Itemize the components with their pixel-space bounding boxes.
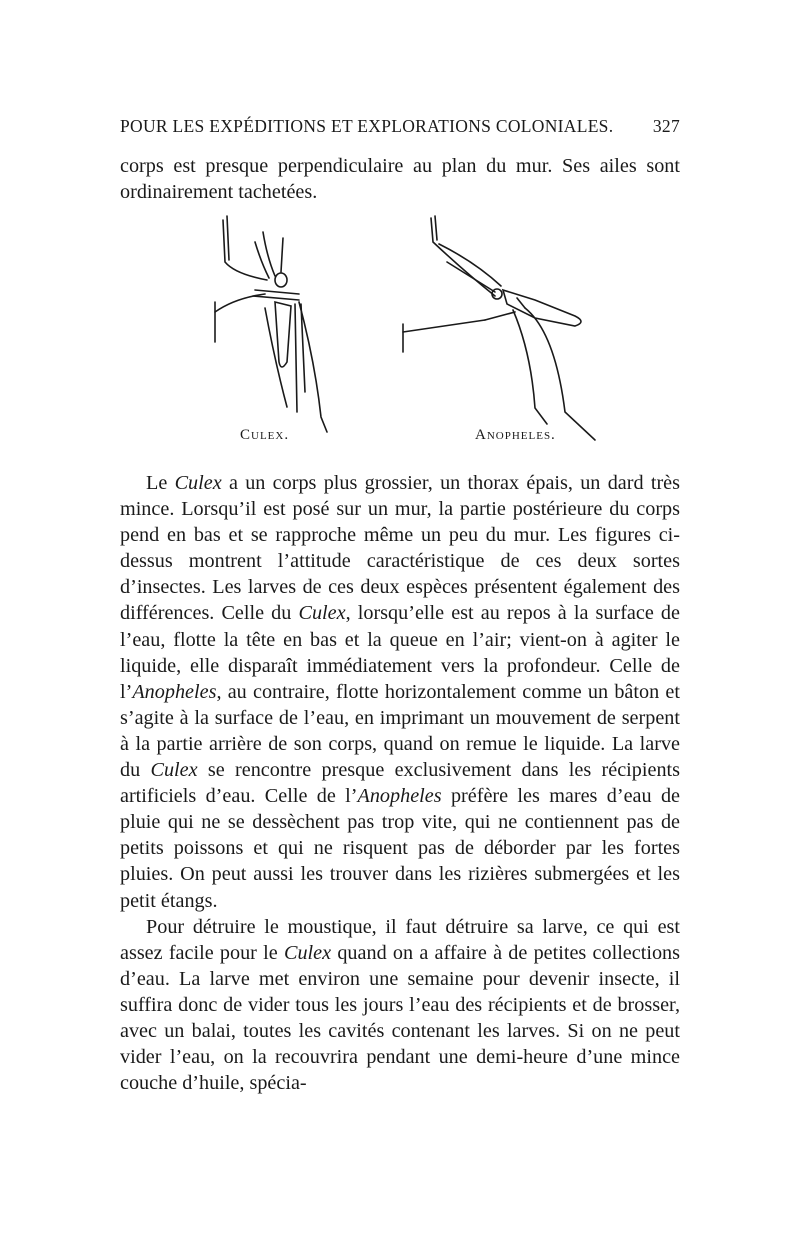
page-number: 327 [652, 116, 680, 136]
caption-anopheles: Anopheles. [475, 427, 556, 443]
paragraph-culex-anopheles [120, 470, 680, 914]
running-title: POUR LES EXPÉDITIONS ET EXPLORATIONS COLONIALES. [120, 116, 614, 136]
text-run: préfère les mares d’eau de pluie qui ne se dessèchent pas trop vite, qui ne contiennent pas de petits poissons et qui ne risquent pas de déborder par les fortes pluies. On peut aussi les trouver dans les rizières submergées et les petit étangs. [120, 785, 681, 912]
text-run: Le [146, 472, 175, 494]
text-run: , lorsqu’elle est au repos à la surface de l’eau, flotte la tête en bas et la queue en l’air; vient-on à agiter le liquide, elle disparaît immédiatement vers la profondeur. Celle de l’ [120, 602, 680, 703]
caption-culex: Culex. [240, 427, 290, 443]
text-block-main [120, 470, 680, 1096]
anopheles-drawing [403, 216, 595, 440]
paragraph-destruction [120, 914, 680, 1097]
emphasis-text: Anopheles [357, 785, 442, 808]
mosquito-illustrations [195, 212, 615, 452]
text-run: Pour détruire le moustique, il faut détruire sa larve, ce qui est assez facile pour le [120, 915, 680, 964]
emphasis-text: Culex [174, 472, 222, 494]
text-run: se rencontre presque exclusivement dans les récipients artificiels d’eau. Celle de l’ [120, 759, 681, 808]
emphasis-text: Anopheles [132, 680, 217, 703]
emphasis-text: Culex [298, 602, 346, 625]
figure-mosquito-postures [195, 212, 615, 452]
emphasis-text: Culex [150, 759, 198, 782]
paragraph-continuation [120, 153, 680, 205]
text-block-top [120, 153, 680, 205]
emphasis-text: Culex [283, 941, 332, 964]
text-run: corps est presque perpendiculaire au plan du mur. Ses ailes sont ordinairement tachetées. [120, 155, 680, 204]
text-run: quand on a affaire à de petites collections d’eau. La larve met environ une semaine pour devenir insecte, il suffira donc de vider tous les jours l’eau des récipients et de brosser, avec un balai, toutes les cavités contenant les larves. Si on ne peut vider l’eau, on la recouvrira pendant une demi-heure d’une mince couche d’huile, spécia- [120, 941, 680, 1095]
culex-drawing [215, 216, 327, 432]
text-run: a un corps plus grossier, un thorax épais, un dard très mince. Lorsqu’il est posé sur un mur, la partie postérieure du corps pend en bas et se rapproche même un peu du mur. Les figures ci-dessus montrent l’attitude caractéristique de ces deux sortes d’insectes. Les larves de ces deux espèces présentent également des différences. Celle du [120, 472, 680, 625]
text-run: , au contraire, flotte horizontalement comme un bâton et s’agite à la surface de l’eau, en imprimant un mouvement de serpent à la partie arrière de son corps, quand on remue le liquide. La larve du [120, 680, 680, 782]
